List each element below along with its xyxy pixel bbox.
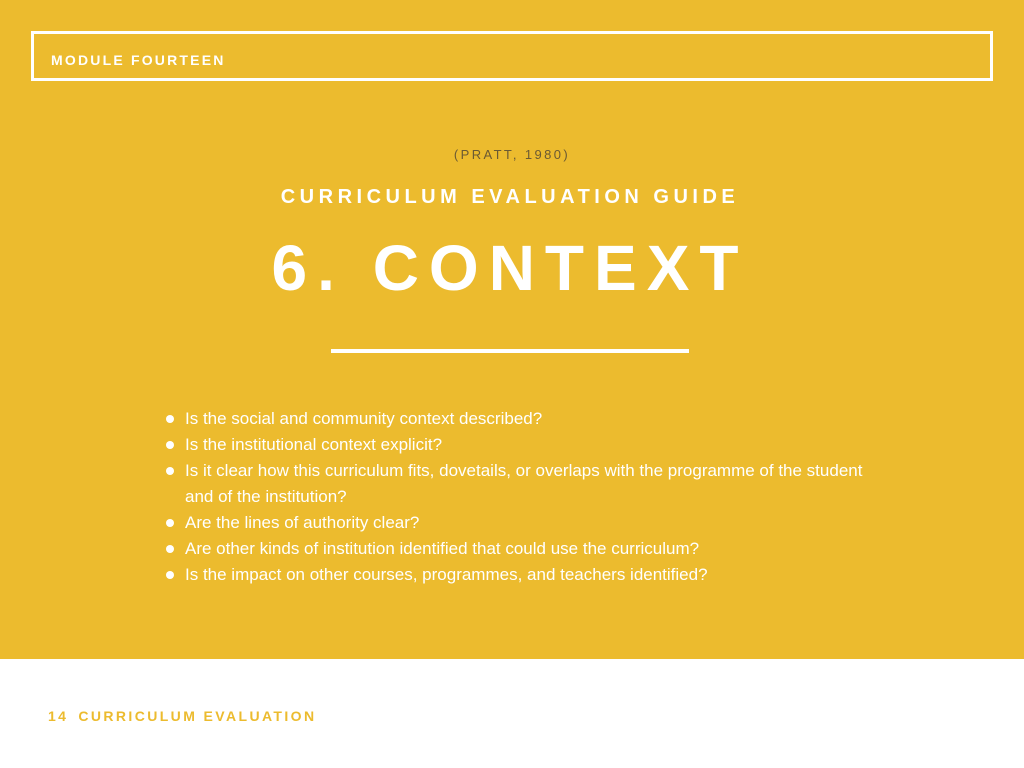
context-question-text: Is the social and community context described? [185, 409, 543, 428]
module-header-box [31, 31, 993, 81]
context-question-item [185, 510, 875, 536]
title-divider [331, 349, 689, 353]
context-question-text: Are the lines of authority clear? [185, 513, 420, 532]
bullet-icon [166, 545, 174, 553]
context-question-text: Are other kinds of institution identified that could use the curriculum? [185, 539, 700, 558]
context-question-text: Is the impact on other courses, programmes, and teachers identified? [185, 565, 708, 584]
page-footer [48, 707, 316, 725]
context-question-item [185, 458, 875, 510]
footer-title: CURRICULUM EVALUATION [78, 708, 317, 724]
bullet-icon [166, 441, 174, 449]
bullet-icon [166, 467, 174, 475]
module-label: MODULE FOURTEEN [51, 52, 226, 68]
bullet-icon [166, 519, 174, 527]
context-question-list [185, 406, 875, 588]
section-title: 6. CONTEXT [271, 232, 749, 304]
context-question-item [185, 432, 875, 458]
bullet-icon [166, 571, 174, 579]
context-question-text: Is it clear how this curriculum fits, dovetails, or overlaps with the programme of the student and of the institution? [185, 461, 863, 506]
context-question-item [185, 562, 875, 588]
context-question-item [185, 536, 875, 562]
guide-title: CURRICULUM EVALUATION GUIDE [280, 186, 740, 208]
page-number: 14 [48, 708, 69, 724]
context-question-item [185, 406, 875, 432]
context-question-text: Is the institutional context explicit? [185, 435, 443, 454]
bullet-icon [166, 415, 174, 423]
citation: (PRATT, 1980) [453, 147, 571, 162]
